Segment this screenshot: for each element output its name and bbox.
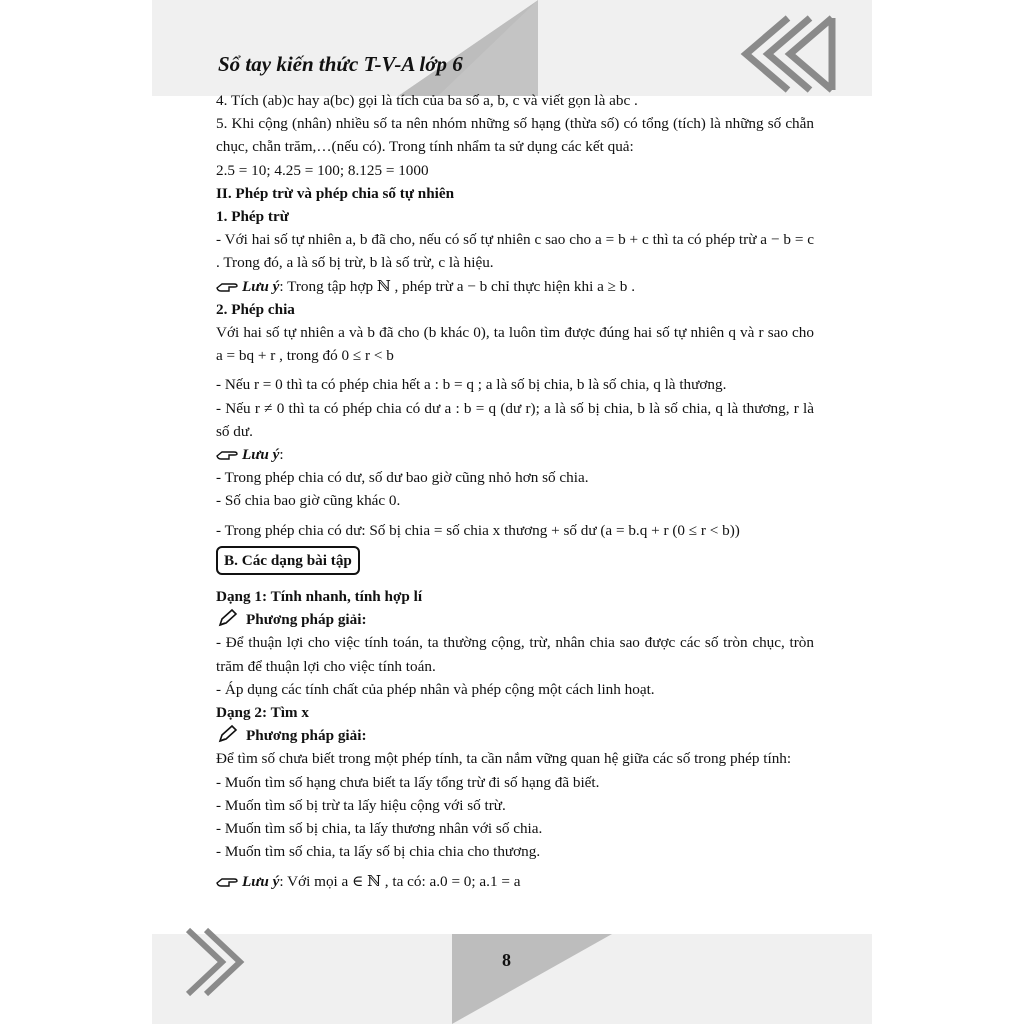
note-label: Lưu ý	[242, 446, 280, 464]
section-b-wrap	[216, 546, 814, 575]
text-line: - Muốn tìm số bị trừ ta lấy hiệu cộng với số trừ.	[216, 796, 506, 814]
note-label: Lưu ý	[242, 872, 280, 890]
method-label: Phương pháp giải:	[246, 611, 367, 629]
note-line	[216, 870, 814, 893]
text-line: 5. Khi cộng (nhân) nhiều số ta nên nhóm những số hạng (thừa số) có tổng (tích) là những số chẵn chục, chẵn trăm,…(nếu có). Trong tính nhẩm ta sử dụng các kết quả:	[216, 115, 814, 156]
text-line: 4. Tích (ab)c hay a(bc) gọi là tích của ba số a, b, c và viết gọn là abc .	[216, 92, 638, 109]
note-text: : Trong tập hợp ℕ , phép trừ a − b chỉ thực hiện khi a ≥ b .	[279, 277, 635, 295]
type-heading: Dạng 2: Tìm x	[216, 704, 309, 722]
pencil-icon	[216, 608, 238, 628]
pointing-hand-icon	[216, 447, 238, 461]
text-line: Với hai số tự nhiên a và b đã cho (b khác 0), ta luôn tìm được đúng hai số tự nhiên q và r sao cho a = bq + r , trong đó 0 ≤ r < b	[216, 324, 814, 365]
text-line: - Để thuận lợi cho việc tính toán, ta thường cộng, trừ, nhân chia sao được các số tròn chục, tròn trăm để thuận lợi cho việc tính toán.	[216, 634, 814, 675]
page-number: 8	[502, 950, 511, 970]
note-text: : Với mọi a ∈ ℕ , ta có: a.0 = 0; a.1 = a	[279, 872, 521, 890]
note-label: Lưu ý	[242, 277, 280, 295]
text-line: - Muốn tìm số chia, ta lấy số bị chia chia cho thương.	[216, 843, 541, 861]
note-line	[216, 443, 814, 466]
text-line: - Số chia bao giờ cũng khác 0.	[216, 492, 401, 510]
text-line: - Với hai số tự nhiên a, b đã cho, nếu có số tự nhiên c sao cho a = b + c thì ta có phép trừ a − b = c . Trong đó, a là số bị trừ, b là số trừ, c là hiệu.	[216, 231, 814, 272]
text-line: - Nếu r = 0 thì ta có phép chia hết a : b = q ; a là số bị chia, b là số chia, q là thương.	[216, 376, 727, 394]
subsection-heading: 2. Phép chia	[216, 300, 295, 318]
header-triangle-dark	[438, 0, 538, 96]
page-title: Sổ tay kiến thức T-V-A lớp 6	[218, 52, 463, 76]
method-label: Phương pháp giải:	[246, 727, 367, 745]
section-heading: II. Phép trừ và phép chia số tự nhiên	[216, 184, 455, 202]
method-heading	[216, 608, 814, 631]
text-line: - Áp dụng các tính chất của phép nhân và phép cộng một cách linh hoạt.	[216, 680, 655, 698]
text-line: - Nếu r ≠ 0 thì ta có phép chia có dư a : b = q (dư r); a là số bị chia, b là số chia, q là thương, r là số dư.	[216, 399, 814, 440]
pointing-hand-icon	[216, 279, 238, 293]
subsection-heading: 1. Phép trừ	[216, 208, 289, 226]
text-line: 2.5 = 10; 4.25 = 100; 8.125 = 1000	[216, 161, 429, 179]
text-line: - Muốn tìm số bị chia, ta lấy thương nhân với số chia.	[216, 820, 543, 838]
forward-arrows-icon	[182, 922, 252, 1002]
text-line: - Trong phép chia có dư, số dư bao giờ cũng nhỏ hơn số chia.	[216, 469, 589, 487]
note-line	[216, 275, 814, 298]
method-heading	[216, 724, 814, 747]
pencil-icon	[216, 724, 238, 744]
section-b-box: B. Các dạng bài tập	[216, 546, 360, 575]
page-content	[216, 89, 814, 893]
note-text: :	[279, 446, 284, 464]
footer-triangle	[452, 934, 612, 1024]
text-line: - Muốn tìm số hạng chưa biết ta lấy tổng trừ đi số hạng đã biết.	[216, 773, 600, 791]
rewind-arrows-icon	[740, 12, 840, 96]
text-line: Để tìm số chưa biết trong một phép tính, ta cần nắm vững quan hệ giữa các số trong phép tính:	[216, 750, 792, 768]
pointing-hand-icon	[216, 874, 238, 888]
type-heading: Dạng 1: Tính nhanh, tính hợp lí	[216, 588, 423, 606]
text-line: - Trong phép chia có dư: Số bị chia = số chia x thương + số dư (a = b.q + r (0 ≤ r < b))	[216, 521, 740, 539]
book-page	[152, 0, 872, 1024]
